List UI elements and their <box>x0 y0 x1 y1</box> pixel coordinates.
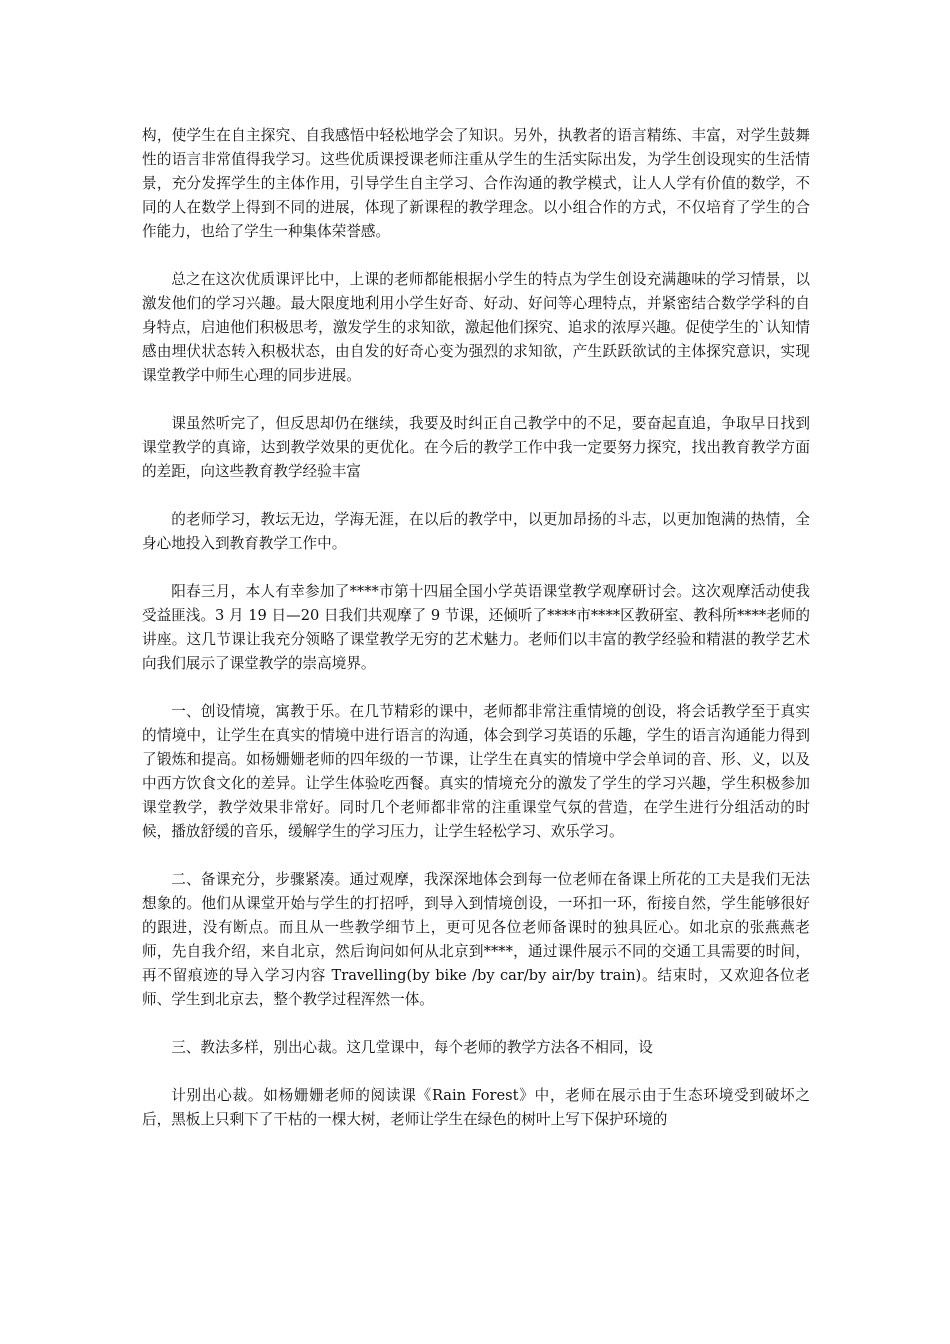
paragraph-2: 总之在这次优质课评比中，上课的老师都能根据小学生的特点为学生创设充满趣味的学习情景，以激发他们的学习兴趣。最大限度地利用小学生好奇、好动、好问等心理特点，并紧密结合数学学科的自身特点，启迪他们积极思考，激发学生的求知欲，激起他们探究、追求的浓厚兴趣。促使学生的`认知情感由埋伏状态转入积极状态，由自发的好奇心变为强烈的求知欲，产生跃跃欲试的主体探究意识，实现课堂教学中师生心理的同步进展。 <box>142 271 810 384</box>
paragraph-4: 的老师学习，教坛无边，学海无涯，在以后的教学中，以更加昂扬的斗志，以更加饱满的热情，全身心地投入到教育教学工作中。 <box>142 511 810 552</box>
document-page <box>142 124 810 1156</box>
paragraph-8: 三、教法多样，别出心裁。这几堂课中，每个老师的教学方法各不相同，设 <box>171 1039 653 1056</box>
paragraph-5: 阳春三月，本人有幸参加了****市第十四届全国小学英语课堂教学观摩研讨会。这次观摩活动使我受益匪浅。3 月 19 日—20 日我们共观摩了 9 节课，还倾听了****市****区教研室、教科所****老师的讲座。这几节课让我充分领略了课堂教学无穷的艺术魅力。老师们以丰富的教学经验和精湛的教学艺术向我们展示了课堂教学的崇高境界。 <box>142 583 810 672</box>
paragraph-1: 构，使学生在自主探究、自我感悟中轻松地学会了知识。另外，执教者的语言精练、丰富，对学生鼓舞性的语言非常值得我学习。这些优质课授课老师注重从学生的生活实际出发，为学生创设现实的生活情景，充分发挥学生的主体作用，引导学生自主学习、合作沟通的教学模式，让人人学有价值的数学，不同的人在数学上得到不同的进展，体现了新课程的教学理念。以小组合作的方式，不仅培育了学生的合作能力，也给了学生一种集体荣誉感。 <box>142 127 810 240</box>
paragraph-9: 计别出心裁。如杨姗姗老师的阅读课《Rain Forest》中，老师在展示由于生态环境受到破坏之后，黑板上只剩下了干枯的一棵大树，老师让学生在绿色的树叶上写下保护环境的 <box>142 1087 810 1128</box>
paragraph-7: 二、备课充分，步骤紧凑。通过观摩，我深深地体会到每一位老师在备课上所花的工夫是我们无法想象的。他们从课堂开始与学生的打招呼，到导入到情境创设，一环扣一环，衔接自然，学生能够很好的跟进，没有断点。而且从一些教学细节上，更可见各位老师备课时的独具匠心。如北京的张燕燕老师，先自我介绍，来自北京，然后询问如何从北京到****，通过课件展示不同的交通工具需要的时间，再不留痕迹的导入学习内容 Travelling(by bike /by car/by air/by train)。结束时，又欢迎各位老师、学生到北京去，整个教学过程浑然一体。 <box>142 871 810 1008</box>
paragraph-3: 课虽然听完了，但反思却仍在继续，我要及时纠正自己教学中的不足，要奋起直追，争取早日找到课堂教学的真谛，达到教学效果的更优化。在今后的教学工作中我一定要努力探究，找出教育教学方面的差距，向这些教育教学经验丰富 <box>142 415 810 480</box>
paragraph-6: 一、创设情境，寓教于乐。在几节精彩的课中，老师都非常注重情境的创设，将会话教学至于真实的情境中，让学生在真实的情境中进行语言的沟通，体会到学习英语的乐趣，学生的语言沟通能力得到了锻炼和提高。如杨姗姗老师的四年级的一节课，让学生在真实的情境中学会单词的音、形、义，以及中西方饮食文化的差异。让学生体验吃西餐。真实的情境充分的激发了学生的学习兴趣，学生积极参加课堂教学，教学效果非常好。同时几个老师都非常的注重课堂气氛的营造，在学生进行分组活动的时候，播放舒缓的音乐，缓解学生的学习压力，让学生轻松学习、欢乐学习。 <box>142 703 810 840</box>
